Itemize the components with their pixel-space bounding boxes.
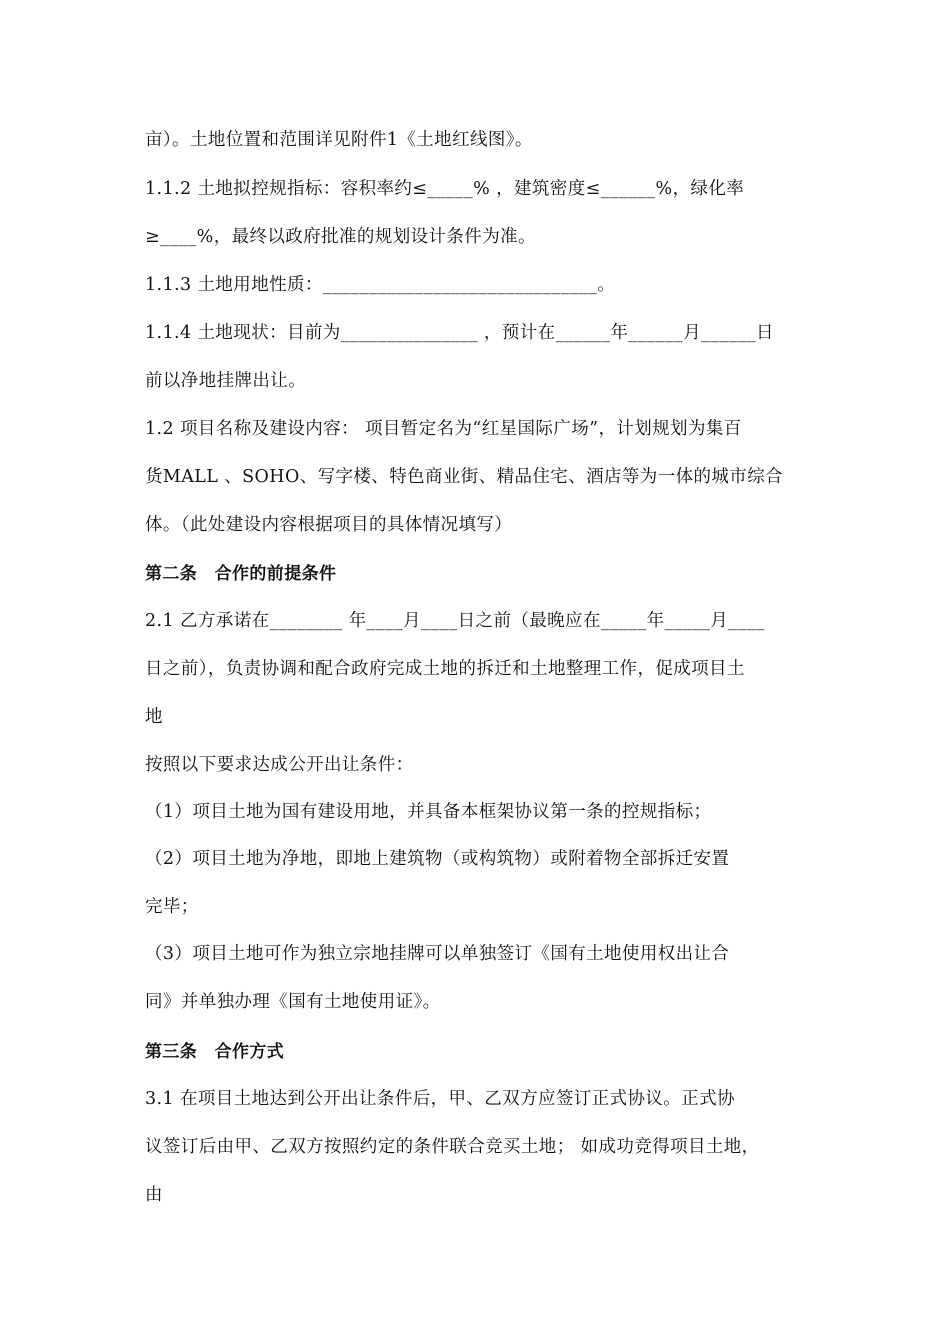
text-line: 3.1 在项目土地达到公开出让条件后，甲、乙双方应签订正式协议。正式协: [145, 1089, 735, 1109]
text-line: 议签订后由甲、乙双方按照约定的条件联合竞买土地； 如成功竞得项目土地，: [145, 1137, 760, 1157]
section-heading: 第三条 合作方式: [145, 1042, 285, 1062]
text-line: 日之前），负责协调和配合政府完成土地的拆迁和土地整理工作，促成项目土: [145, 659, 745, 679]
text-line: 由: [145, 1185, 163, 1205]
text-line: 按照以下要求达成公开出让条件：: [145, 755, 414, 775]
text-line: 1.1.2 土地拟控规指标：容积率约≤_____% ，建筑密度≤______%，绿化率: [145, 179, 745, 199]
text-line: （3）项目土地可作为独立宗地挂牌可以单独签订《国有土地使用权出让合: [145, 944, 730, 964]
text-line: 1.1.3 土地用地性质：______________________________。: [145, 275, 616, 295]
text-line: 2.1 乙方承诺在________ 年____月____日之前（最晚应在_____年_____月____: [145, 611, 765, 631]
text-line: 完毕；: [145, 897, 199, 917]
text-line: 前以净地挂牌出让。: [145, 371, 307, 391]
text-line: 体。（此处建设内容根据项目的具体情况填写）: [145, 515, 513, 535]
text-line: 同》并单独办理《国有土地使用证》。: [145, 992, 441, 1012]
text-line: ≥____%，最终以政府批准的规划设计条件为准。: [145, 227, 536, 247]
text-line: （2）项目土地为净地，即地上建筑物（或构筑物）或附着物全部拆迁安置: [145, 849, 730, 869]
text-line: 地: [145, 707, 163, 727]
text-line: 货MALL 、SOHO、写字楼、特色商业街、精品住宅、酒店等为一体的城市综合: [145, 467, 784, 487]
section-heading: 第二条 合作的前提条件: [145, 564, 337, 584]
text-line: （1）项目土地为国有建设用地，并具备本框架协议第一条的控规指标；: [145, 802, 712, 822]
text-line: 1.1.4 土地现状：目前为_______________ ，预计在______年______月______日: [145, 323, 774, 343]
text-line: 亩）。土地位置和范围详见附件1《土地红线图》。: [145, 130, 533, 150]
text-line: 1.2 项目名称及建设内容： 项目暂定名为“红星国际广场”，计划规划为集百: [145, 419, 742, 439]
